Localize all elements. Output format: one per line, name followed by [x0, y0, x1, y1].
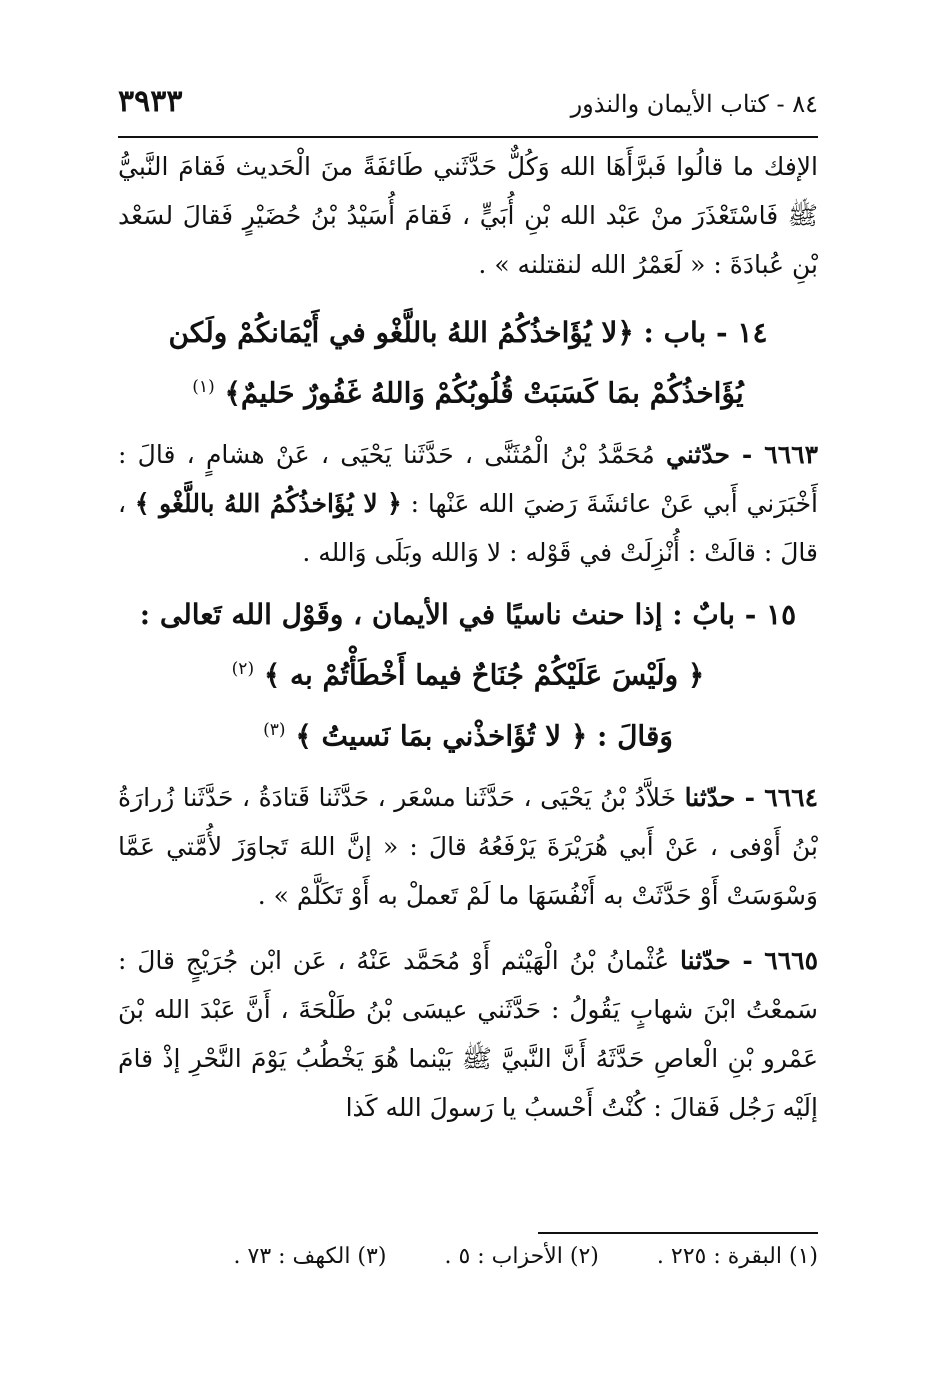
footnote-2: (٢) الأحزاب : ٥ . [444, 1244, 599, 1269]
footnote-ref-3: (٣) [263, 719, 286, 740]
footnote-1: (١) البقرة : ٢٢٥ . [656, 1244, 818, 1269]
book-page [118, 80, 819, 1269]
footnote-ref-1: (١) [192, 377, 215, 397]
footnotes [118, 1244, 818, 1269]
heading-14-text: ١٤ - باب : ﴿لا يُؤَاخذُكُمُ اللهُ باللَّغْو في أَيْمَانكُمْ ولَكن يُؤَاخذُكُمْ بمَا كَسَبَتْ قُلُوبُكُمْ وَاللهُ غَفُورٌ حَليمٌ﴾ [168, 316, 768, 410]
chapter-heading-14 [118, 305, 818, 420]
hadith-6665-number: ٦٦٦٥ - حدّثنا [680, 945, 819, 975]
hadith-6664-number: ٦٦٦٤ - حدّثنا [684, 782, 818, 812]
hadith-6664-text: خَلاَّدُ بْنُ يَحْيَى ، حَدَّثَنا مسْعَر ، حَدَّثَنا قَتادَةُ ، حَدَّثَنا زُرارَةُ بْنُ أَوْفى ، عَنْ أَبي هُرَيْرَةَ يَرْفَعُهُ قالَ : « إنَّ اللهَ تَجاوَزَ لأُمَّتي عَمَّا وَسْوَسَتْ أَوْ حَدَّثَتْ به أَنْفُسَهَا ما لَمْ تَعملْ به أَوْ تَكَلَّمْ » . [118, 782, 818, 910]
hadith-6663-end: ، قالَ : قالَتْ : أُنْزِلَتْ في قَوْله : لا وَالله وبَلَى وَالله . [118, 489, 818, 568]
hadith-6663-quote: ﴿ لا يُؤَاخذُكُمُ اللهُ باللَّغْو ﴾ [134, 489, 402, 519]
heading-15-second-verse [118, 703, 818, 763]
heading-15-verse [118, 642, 818, 702]
hadith-6665-text: عُثْمانُ بْنُ الْهَيْثم أَوْ مُحَمَّد عَنْهُ ، عَن ابْن جُرَيْجٍ قالَ : سَمعْتُ ابْنَ شهابٍ يَقُولُ : حَدَّثَني عيسَى بْنُ طَلْحَةَ ، أَنَّ عَبْدَ الله بْنَ عَمْرو بْنِ الْعاصِ حَدَّثَهُ أَنَّ النَّبيَّ ﷺ بَيْنما هُوَ يَخْطُبُ يَوْمَ النَّحْرِ إذْ قامَ إلَيْه رَجُل فَقالَ : كُنْتُ أَحْسبُ يا رَسولَ الله كَذا [118, 945, 818, 1122]
heading-15-second-verse-text: وَقالَ : ﴿ لا تُؤَاخذْني بمَا نَسيتُ ﴾ [295, 718, 673, 752]
page-number: ٣٩٣٣ [118, 84, 183, 119]
paragraph-continuation: الإفك ما قالُوا فَبرَّأَهَا الله وَكُلٌّ حَدَّثَني طَائفَةً منَ الْحَديث فَقامَ النَّبيُّ ﷺ فَاسْتَعْذَرَ منْ عَبْد الله بْنِ أُبَيٍّ ، فَقامَ أُسَيْدُ بْنُ حُضَيْرٍ فَقالَ لسَعْد بْنِ عُبادَةَ : « لَعَمْرُ الله لنقتلنه » . [118, 152, 818, 279]
header-rule [118, 136, 818, 138]
footnote-ref-2: (٢) [231, 659, 255, 680]
footnote-3: (٣) الكهف : ٧٣ . [233, 1244, 387, 1269]
hadith-6663-number: ٦٦٦٣ - حدّثني [666, 440, 819, 470]
hadith-6663-text: مُحَمَّدُ بْنُ الْمُثَنَّى ، حَدَّثَنا يَحْيَى ، عَنْ هشامٍ ، قالَ : أَخْبَرَني أَبي عَنْ عائشَةَ رَضيَ الله عَنْها : [118, 440, 818, 519]
page-header [118, 80, 818, 130]
footnote-rule [538, 1232, 818, 1234]
heading-15-verse-text: ﴿ ولَيْسَ عَلَيْكُمْ جُنَاحٌ فيما أَخْطَأْتُمْ به ﴾ [263, 658, 705, 692]
hadith-6663 [118, 430, 818, 577]
page-body [118, 142, 818, 1132]
chapter-title: ٨٤ - كتاب الأيمان والنذور [570, 90, 818, 118]
chapter-heading-15: ١٥ - بابٌ : إذا حنث ناسيًا في الأيمان ، وقَوْل الله تَعالى : [139, 598, 797, 632]
hadith-6664 [118, 773, 818, 920]
hadith-6665 [118, 936, 818, 1132]
